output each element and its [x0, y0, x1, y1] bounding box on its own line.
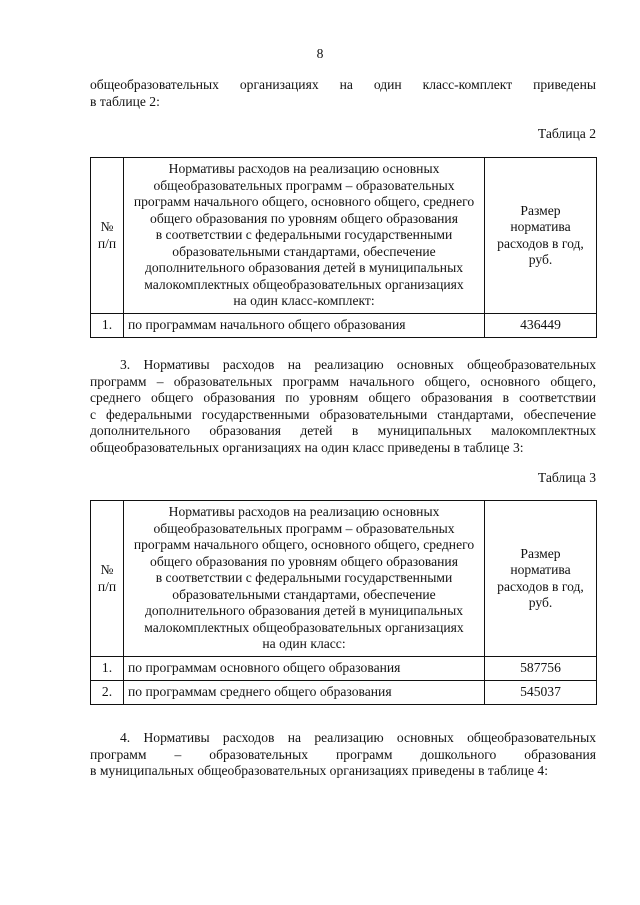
table-3-header-row — [91, 501, 597, 657]
table-3-header-line: программ начального общего, основного общего, среднего — [133, 537, 475, 553]
para-3-line: с федеральными государственными образовательными стандартами, обеспечение — [90, 406, 596, 422]
table-3-header-line: Нормативы расходов на реализацию основных — [168, 504, 440, 520]
page-number: 8 — [316, 46, 324, 61]
table-2-header-line: на один класс-комплект: — [233, 293, 375, 309]
table-3-header-line: на один класс: — [262, 636, 346, 652]
row-name: по программам начального общего образования — [124, 314, 485, 338]
paragraph-4 — [90, 730, 596, 780]
para-3-line: общеобразовательных организациях на один класс приведены в таблице 3: — [90, 439, 524, 455]
row-number: 1. — [91, 314, 124, 338]
table-2-header-row — [91, 158, 597, 314]
row-number: 2. — [91, 681, 124, 705]
para-3-line: среднего общего образования по уровням общего образования в соответствии — [90, 390, 596, 405]
para-3-line: программ – образовательных программ начального общего, основного общего, — [90, 373, 596, 389]
table-2-header-line: общеобразовательных программ – образовательных — [153, 177, 455, 193]
table-2-header-line: в соответствии с федеральными государственными — [155, 227, 453, 243]
table-2-col-num-header: № п/п — [91, 158, 124, 314]
intro-paragraph — [90, 77, 596, 110]
table-3-col-num-header: № п/п — [91, 501, 124, 657]
table-row — [91, 681, 597, 705]
table-3-header-line: общеобразовательных программ – образовательных — [153, 520, 455, 536]
row-value: 587756 — [485, 657, 597, 681]
table-2-header-line: образовательными стандартами, обеспечение — [172, 243, 436, 259]
table-2-col-desc-header — [124, 158, 485, 314]
row-name: по программам среднего общего образования — [124, 681, 485, 705]
table-3-header-line: образовательными стандартами, обеспечение — [172, 586, 436, 602]
table-2-col-size-header: Размер норматива расходов в год, руб. — [485, 158, 597, 314]
table-row — [91, 314, 597, 338]
table-2-header-line: общего образования по уровням общего образования — [150, 210, 458, 226]
row-value: 436449 — [485, 314, 597, 338]
table-3-col-size-header: Размер норматива расходов в год, руб. — [485, 501, 597, 657]
row-number: 1. — [91, 657, 124, 681]
para-4-line: 4. Нормативы расходов на реализацию основных общеобразовательных — [120, 730, 596, 745]
table-3-header-line: малокомплектных общеобразовательных организациях — [144, 619, 464, 635]
para-4-line: в муниципальных общеобразовательных организациях приведены в таблице 4: — [90, 763, 548, 778]
table-2 — [90, 157, 597, 338]
para-3-line: 3. Нормативы расходов на реализацию основных общеобразовательных — [120, 357, 596, 372]
table-row — [91, 657, 597, 681]
intro-line-2: в таблице 2: — [90, 93, 160, 109]
table-2-caption: Таблица 2 — [537, 126, 596, 141]
table-3-col-desc-header — [124, 501, 485, 657]
table-3-header-line: дополнительного образования детей в муниципальных — [144, 603, 464, 619]
row-value: 545037 — [485, 681, 597, 705]
table-2-header-line: программ начального общего, основного общего, среднего — [133, 194, 475, 210]
table-3-header-line: общего образования по уровням общего образования — [150, 553, 458, 569]
para-3-line: дополнительного образования детей в муниципальных малокомплектных — [90, 423, 596, 438]
row-name: по программам основного общего образования — [124, 657, 485, 681]
table-3 — [90, 500, 597, 705]
table-2-header-line: Нормативы расходов на реализацию основных — [168, 161, 440, 177]
para-4-line: программ – образовательных программ дошкольного образования — [90, 746, 596, 762]
table-2-header-line: дополнительного образования детей в муниципальных — [144, 260, 464, 276]
intro-line-1: общеобразовательных организациях на один класс-комплект приведены — [90, 77, 596, 92]
table-3-header-line: в соответствии с федеральными государственными — [155, 570, 453, 586]
table-2-header-line: малокомплектных общеобразовательных организациях — [144, 276, 464, 292]
table-3-caption: Таблица 3 — [537, 470, 596, 485]
paragraph-3 — [90, 357, 596, 456]
